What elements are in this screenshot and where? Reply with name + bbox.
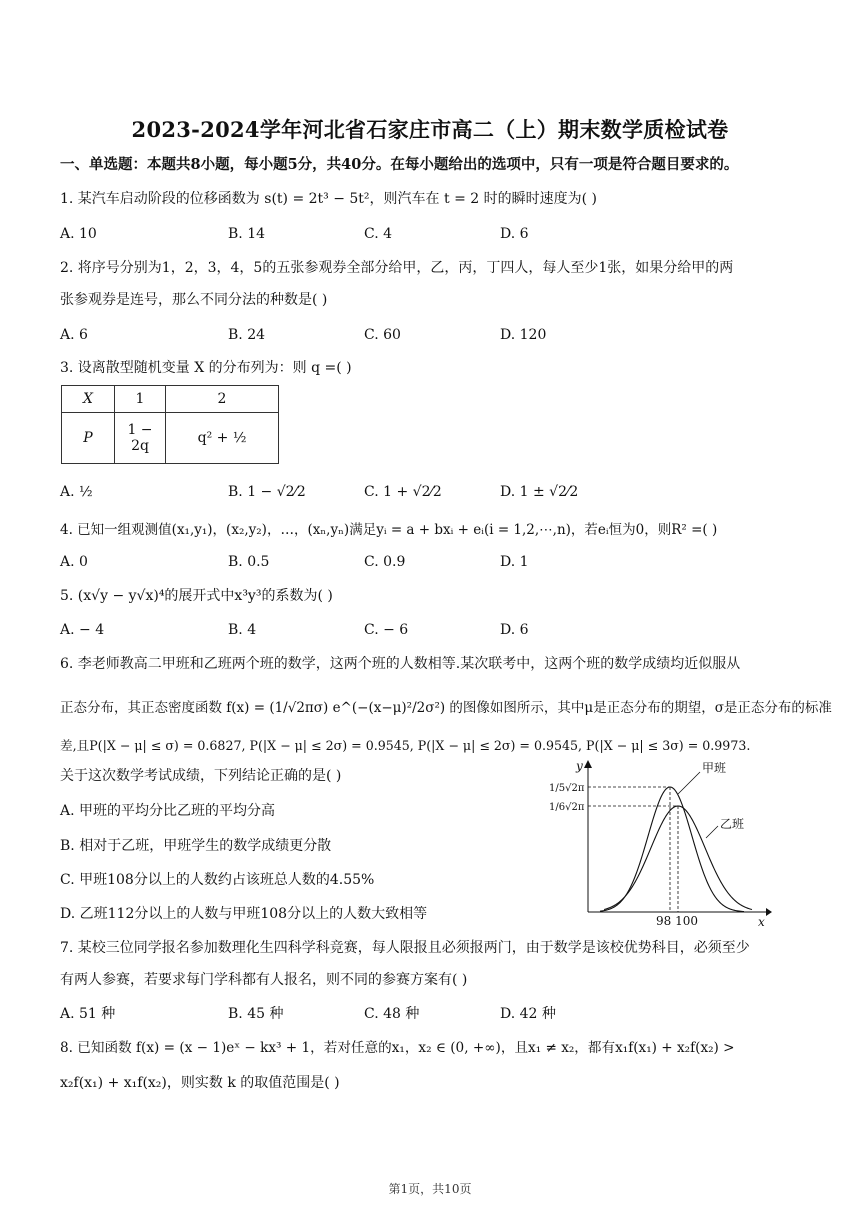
page-footer: 第1页，共10页	[388, 1182, 472, 1196]
y-axis-arrow	[584, 760, 592, 768]
table-cell: 1 − 2q	[115, 413, 166, 464]
page-title: 2023-2024学年河北省石家庄市高二（上）期末数学质检试卷	[131, 117, 729, 142]
q7-option-c: C. 48 种	[364, 1006, 420, 1022]
q3-option-b: B. 1 − √2⁄2	[228, 484, 306, 500]
q6-option-c: C. 甲班108分以上的人数约占该班总人数的4.55%	[60, 872, 375, 888]
distribution-table	[61, 385, 279, 464]
question-7-line1: 7. 某校三位同学报名参加数理化生四科学科竞赛，每人限报且必须报两门，由于数学是该校优势科目，必须至少	[60, 940, 750, 956]
x-axis-arrow	[766, 908, 772, 916]
label-jia-leader	[678, 772, 700, 794]
q5-option-d: D. 6	[500, 622, 529, 638]
q4-option-d: D. 1	[500, 554, 529, 570]
q6-option-d: D. 乙班112分以上的人数与甲班108分以上的人数大致相等	[60, 906, 428, 922]
curve-jia	[600, 787, 744, 912]
q7-option-b: B. 45 种	[228, 1006, 284, 1022]
table-cell: 1	[115, 386, 166, 413]
q2-option-a: A. 6	[60, 327, 88, 343]
question-8-line1: 8. 已知函数 f(x) = (x − 1)eˣ − kx³ + 1，若对任意的x₁，x₂ ∈ (0, +∞)，且x₁ ≠ x₂，都有x₁f(x₁) + x₂f(x₂) >	[60, 1040, 735, 1056]
q4-option-b: B. 0.5	[228, 554, 270, 570]
question-5-stem: 5. (x√y − y√x)⁴的展开式中x³y³的系数为( )	[60, 588, 333, 604]
normal-distribution-figure	[548, 758, 772, 930]
q2-option-b: B. 24	[228, 327, 266, 343]
y-tick-2: 1/6√2π	[549, 802, 585, 813]
q2-option-c: C. 60	[364, 327, 401, 343]
q5-option-a: A. − 4	[60, 622, 105, 638]
question-3-stem: 3. 设离散型随机变量 X 的分布列为：则 q =( )	[60, 360, 352, 376]
question-2-stem-line2: 张参观券是连号，那么不同分法的种数是( )	[60, 292, 328, 308]
table-cell: 2	[166, 386, 279, 413]
q6-option-a: A. 甲班的平均分比乙班的平均分高	[60, 803, 276, 819]
q5-option-b: B. 4	[228, 622, 257, 638]
section-heading: 一、单选题：本题共8小题，每小题5分，共40分。在每小题给出的选项中，只有一项是符合题目要求的。	[60, 156, 739, 173]
question-8-line2: x₂f(x₁) + x₁f(x₂)，则实数 k 的取值范围是( )	[60, 1075, 340, 1091]
q7-option-d: D. 42 种	[500, 1006, 556, 1022]
x-tick: 98 100	[656, 914, 698, 928]
question-7-line2: 有两人参赛，若要求每门学科都有人报名，则不同的参赛方案有( )	[60, 972, 468, 988]
y-axis-label: y	[576, 759, 583, 773]
table-cell: P	[62, 413, 115, 464]
q3-option-a: A. ½	[60, 484, 93, 500]
table-cell: X	[62, 386, 115, 413]
q4-option-a: A. 0	[60, 554, 88, 570]
q4-option-c: C. 0.9	[364, 554, 406, 570]
q1-option-a: A. 10	[60, 226, 97, 242]
question-6-line3: 差,且P(|X − μ| ≤ σ) = 0.6827, P(|X − μ| ≤ 2σ) = 0.9545, P(|X − μ| ≤ 2σ) = 0.9545, P(|X − μ| ≤ 3σ) = 0.9973.	[60, 738, 751, 753]
q5-option-c: C. − 6	[364, 622, 409, 638]
question-6-line2: 正态分布，其正态密度函数 f(x) = (1/√2πσ) e^(−(x−μ)²/2σ²) 的图像如图所示，其中μ是正态分布的期望，σ是正态分布的标准	[60, 700, 832, 716]
q2-option-d: D. 120	[500, 327, 547, 343]
q7-option-a: A. 51 种	[60, 1006, 116, 1022]
question-2-stem-line1: 2. 将序号分别为1，2，3，4，5的五张参观券全部分给甲，乙，丙，丁四人，每人至少1张，如果分给甲的两	[60, 260, 734, 276]
question-6-line4: 关于这次数学考试成绩，下列结论正确的是( )	[60, 768, 342, 784]
q6-option-b: B. 相对于乙班，甲班学生的数学成绩更分散	[60, 838, 332, 854]
label-jia: 甲班	[702, 761, 727, 775]
question-1-stem: 1. 某汽车启动阶段的位移函数为 s(t) = 2t³ − 5t²，则汽车在 t = 2 时的瞬时速度为( )	[60, 191, 597, 207]
q1-option-b: B. 14	[228, 226, 266, 242]
question-4-stem: 4. 已知一组观测值(x₁,y₁)，(x₂,y₂)，…，(xₙ,yₙ)满足yᵢ = a + bxᵢ + eᵢ(i = 1,2,⋯,n)，若eᵢ恒为0，则R² =( )	[60, 522, 718, 538]
label-yi-leader	[706, 826, 718, 838]
q1-option-c: C. 4	[364, 226, 393, 242]
q1-option-d: D. 6	[500, 226, 529, 242]
y-tick-1: 1/5√2π	[549, 783, 585, 794]
question-6-line1: 6. 李老师教高二甲班和乙班两个班的数学，这两个班的人数相等.某次联考中，这两个班的数学成绩均近似服从	[60, 656, 741, 672]
q3-option-c: C. 1 + √2⁄2	[364, 484, 442, 500]
q3-option-d: D. 1 ± √2⁄2	[500, 484, 579, 500]
label-yi: 乙班	[720, 817, 745, 831]
x-axis-label: x	[758, 915, 765, 929]
table-cell: q² + ½	[166, 413, 279, 464]
